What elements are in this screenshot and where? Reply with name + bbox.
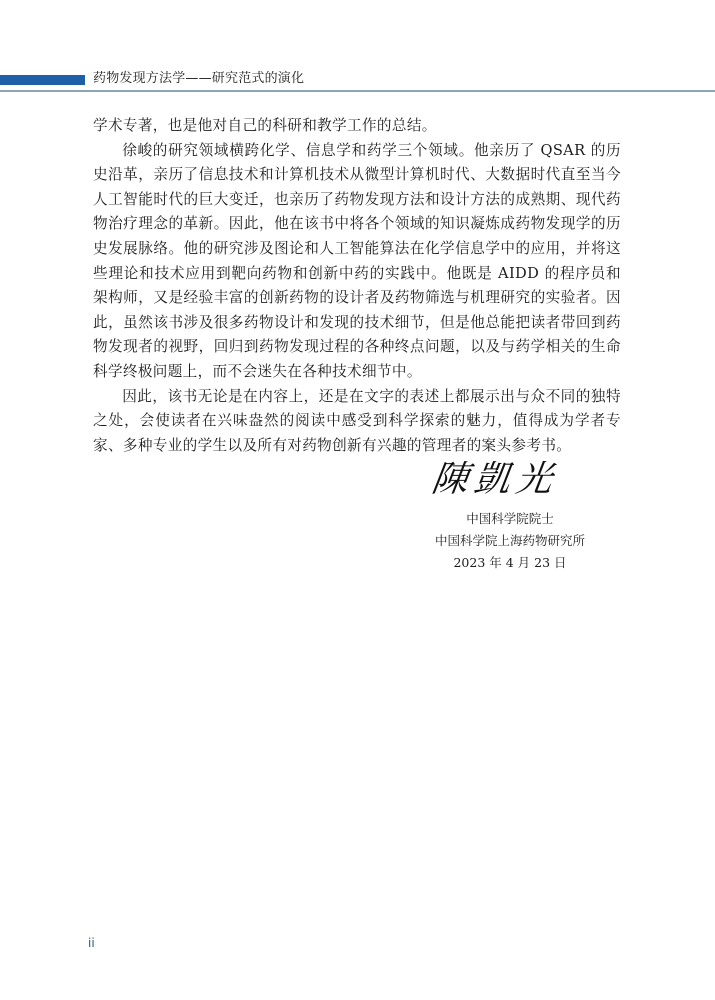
handwritten-signature: 陳凱光 [429,459,561,500]
paragraph-3: 因此，该书无论是在内容上，还是在文字的表述上都展示出与众不同的独特之处，会使读者在兴味盎然的阅读中感受到科学探索的魅力，值得成为学者专家、多种专业的学生以及所有对药物创新有兴趣的管理者的案头参考书。 [93,387,621,454]
signer-institution: 中国科学院上海药物研究所 [434,533,585,548]
header-accent-bar [0,75,85,85]
signature-block [420,508,600,574]
header-rule [0,90,715,92]
paragraph-2: 徐峻的研究领域横跨化学、信息学和药学三个领域。他亲历了 QSAR 的历史沿革，亲历了信息技术和计算机技术从微型计算机时代、大数据时代直至当今人工智能时代的巨大变迁，也亲历了药物发现方法和设计方法的成熟期、现代药物治疗理念的革新。因此，他在该书中将各个领域的知识凝炼成药物发现学的历史发展脉络。他的研究涉及图论和人工智能算法在化学信息学中的应用，并将这些理论和技术应用到靶向药物和创新中药的实践中。他既是 AIDD 的程序员和架构师，又是经验丰富的创新药物的设计者及药物筛选与机理研究的实验者。因此，虽然该书涉及很多药物设计和发现的技术细节，但是他总能把读者带回到药物发现者的视野，回归到药物发现过程的各种终点问题，以及与药学相关的生命科学终极问题上，而不会迷失在各种技术细节中。 [93,141,621,380]
paragraph-1: 学术专著，也是他对自己的科研和教学工作的总结。 [93,117,437,134]
signer-title: 中国科学院院士 [466,511,554,526]
running-header-title: 药物发现方法学——研究范式的演化 [93,71,305,86]
page-number: ii [88,936,95,950]
preface-body [93,114,621,458]
signature-date: 2023 年 4 月 23 日 [453,555,567,570]
